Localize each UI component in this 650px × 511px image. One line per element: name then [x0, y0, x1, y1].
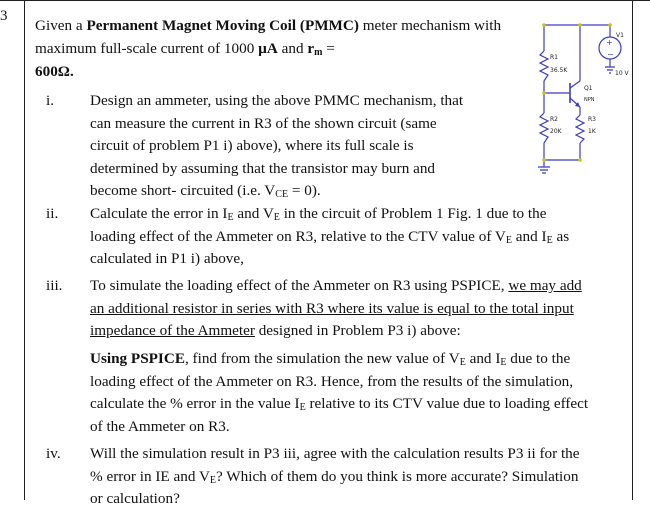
right-border — [632, 0, 633, 500]
node-dot-bottom-right — [578, 158, 582, 162]
r3-value: 1K — [588, 128, 596, 135]
node-dot-base — [542, 91, 546, 95]
part-iv-number: iv. — [46, 445, 61, 462]
q1-type: NPN — [584, 97, 595, 103]
part-iii-pspice-text: Using PSPICE, find from the simulation the new value of $V_E$ and $I_E$ due to the loading effect of the Ammeter on R3. Hence, from the results of the simulation, calculate the % error in the value $I_E$ relative to its CTV value due to loading effect of the Ammeter on R3. — [90, 350, 589, 435]
left-border — [24, 0, 25, 500]
r3-label: R3 — [588, 116, 596, 123]
part-iii-text: To simulate the loading effect of the Ammeter on R3 using PSPICE, we may add an additional resistor in series with R3 where its value is equal to the total input impedance of the Ammeter designed in Problem P3 i) above: — [90, 277, 582, 340]
circuit-diagram — [524, 15, 630, 190]
r1-label: R1 — [550, 54, 558, 61]
question-number: 3 — [0, 8, 8, 24]
node-dot-top-right — [608, 23, 612, 27]
part-ii-number: ii. — [46, 205, 59, 222]
node-dot-top-mid — [578, 23, 582, 27]
part-iii-number: iii. — [46, 277, 63, 294]
node-dot-bottom-left — [542, 158, 546, 162]
r2-value: 20K — [550, 128, 562, 135]
q1-label: Q1 — [584, 85, 593, 92]
node-dot-top-left — [542, 23, 546, 27]
v1-label: V1 — [616, 32, 624, 39]
r3-resistor — [576, 115, 584, 143]
r2-label: R2 — [550, 116, 558, 123]
v1-ground-symbol — [605, 67, 615, 73]
part-i-text: Design an ammeter, using the above PMMC mechanism, that can measure the current in R3 of the shown circuit (same circuit of problem P1 i) above), where its full scale is determined by assuming that the transistor may burn and become short- circuited (i.e. $V_{CE} = 0$). — [90, 92, 464, 201]
v1-plus-sign: + — [606, 38, 613, 47]
v1-value: 10 V — [615, 70, 629, 77]
r1-resistor — [540, 51, 548, 81]
part-ii-text: Calculate the error in $I_E$ and $V_E$ in the circuit of Problem 1 Fig. 1 due to the loading effect of the Ammeter on R3, relative to the CTV value of $V_E$ and $I_E$ as calculated in P1 i) above, — [90, 205, 570, 268]
r1-value: 36.5K — [550, 67, 568, 74]
r2-resistor — [540, 113, 548, 143]
top-border — [0, 0, 650, 1]
q1-collector-leg — [570, 81, 580, 88]
question-intro: Given a Permanent Magnet Moving Coil (PMMC) meter mechanism with maximum full-scale current of 1000 µA and $r_m$ = 600Ω. — [35, 17, 502, 80]
v1-minus-sign: − — [607, 50, 614, 59]
circuit-wires — [544, 25, 610, 160]
part-iv-text: Will the simulation result in P3 iii, agree with the calculation results P3 ii for the % error in IE and $V_E$? Which of them do you think is more accurate? Simulation or calculation? — [90, 445, 580, 508]
part-i-number: i. — [46, 92, 55, 109]
ground-symbol — [538, 160, 550, 173]
